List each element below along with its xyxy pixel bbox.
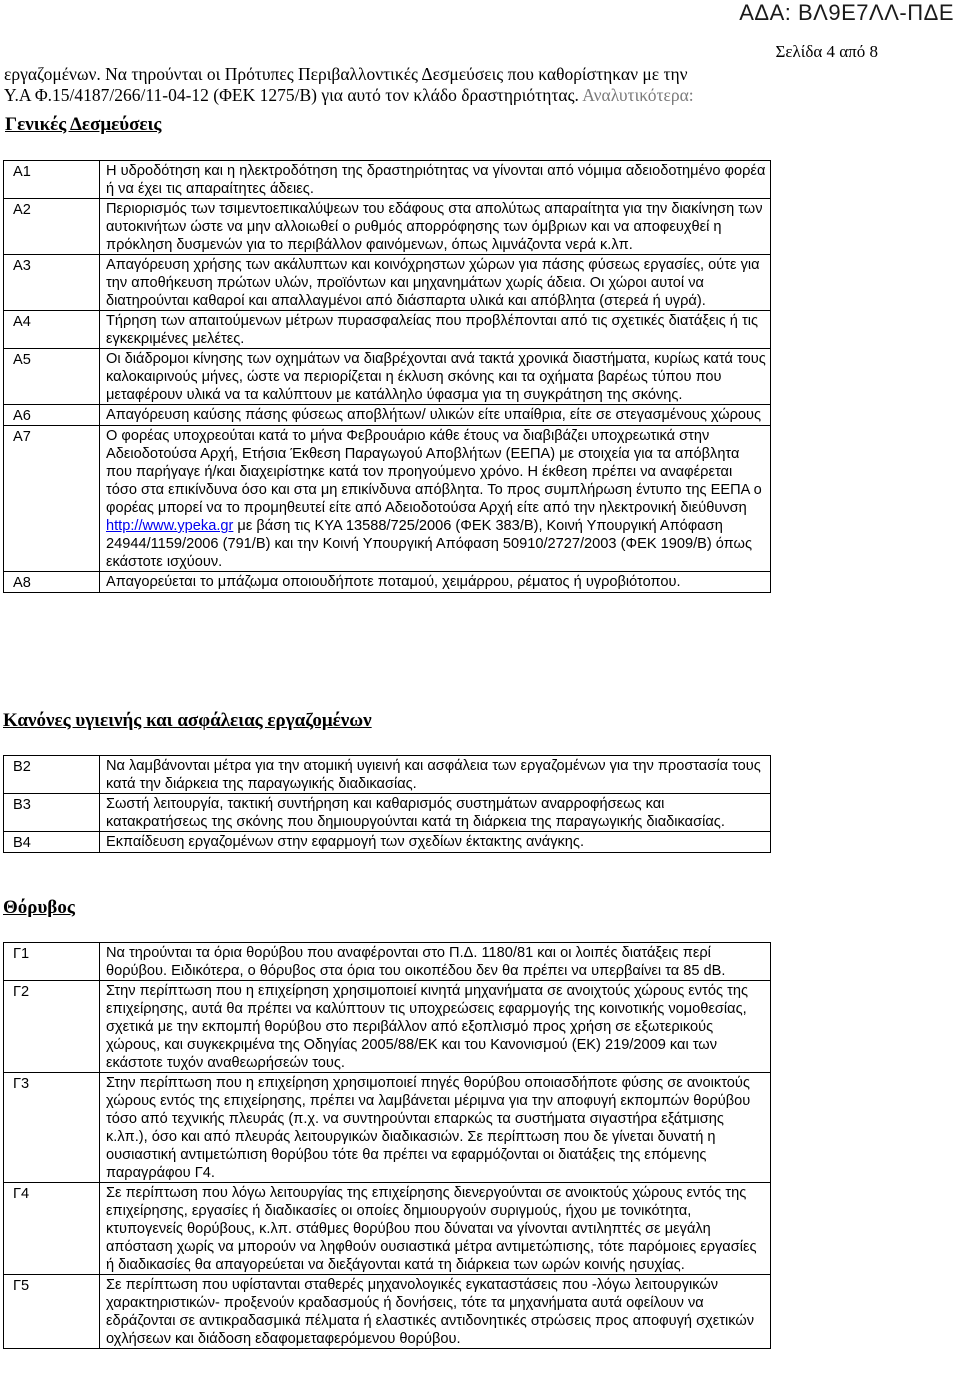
row-text: Οι διάδρομοι κίνησης των οχημάτων να διαβρέχονται ανά τακτά χρονικά διαστήματα, κυρίως κατά τους καλοκαιρινούς μήνες, ώστε να περιορίζεται η έκλυση σκόνης και τα οχήματα βαρέως τύπου που μεταφέρουν υλικά να τα καλύπτουν με κατάλληλο ύφασμα για τη συγκράτηση της σκόνης. bbox=[100, 349, 771, 405]
row-code: Γ1 bbox=[4, 943, 100, 981]
row-text: Περιορισμός των τσιμεντοεπικαλύψεων του εδάφους στα απολύτως απαραίτητα για την διακίνηση των αυτοκινήτων ώστε να μην αλλοιωθεί ο ρυθμός απορρόφησης των όμβριων και να αποφευχθεί η πρόκληση δυσμενών για το περιβάλλον φαινόμενων, όπως λιμνάζοντα νερά κ.λπ. bbox=[100, 199, 771, 255]
row-text: Τήρηση των απαιτούμενων μέτρων πυρασφαλείας που προβλέπονται από τις σχετικές διατάξεις ή τις εγκεκριμένες μελέτες. bbox=[100, 311, 771, 349]
row-code: Α1 bbox=[4, 161, 100, 199]
row-text: Να λαμβάνονται μέτρα για την ατομική υγιεινή και ασφάλεια των εργαζομένων για την προστασία τους κατά την διάρκεια της παραγωγικής διαδικασίας. bbox=[100, 756, 771, 794]
row-code: Β4 bbox=[4, 832, 100, 853]
row-text: Σωστή λειτουργία, τακτική συντήρηση και καθαρισμός συστημάτων αναρροφήσεως και κατακρατήσεως της σκόνης που δημιουργούνται κατά τη διάρκεια της παραγωγικής διαδικασίας. bbox=[100, 794, 771, 832]
section-heading-noise: Θόρυβος bbox=[3, 897, 75, 918]
row-code: Α4 bbox=[4, 311, 100, 349]
table-row bbox=[4, 255, 771, 311]
table-row bbox=[4, 426, 771, 572]
row-code: Α5 bbox=[4, 349, 100, 405]
table-row bbox=[4, 943, 771, 981]
table-row bbox=[4, 832, 771, 853]
row-code: Β2 bbox=[4, 756, 100, 794]
row-text: Απαγόρευση χρήσης των ακάλυπτων και κοινόχρηστων χώρων για πάσης φύσεως εργασίες, ούτε για την αποθήκευση πρώτων υλών, προϊόντων και μηχανημάτων χωρίς άδεια. Οι χώροι αυτοί να διατηρούνται καθαροί και απαλλαγμένοι από διάσπαρτα υλικά και απόβλητα (στερεά ή υγρά). bbox=[100, 255, 771, 311]
row-code: Α8 bbox=[4, 572, 100, 593]
row-code: Γ2 bbox=[4, 981, 100, 1073]
intro-line-2-gray: Αναλυτικότερα: bbox=[578, 85, 694, 105]
row-text-part: με βάση τις ΚΥΑ 13588/725/2006 (ΦΕΚ 383/Β), Κοινή Υπουργική Απόφαση 24944/1159/2006 (791/Β) και την Κοινή Υπουργική Απόφαση 50910/2727/2003 (ΦΕΚ 1909/Β) όπως εκάστοτε ισχύουν. bbox=[106, 518, 752, 570]
row-text bbox=[100, 426, 771, 572]
row-text: Απαγόρευση καύσης πάσης φύσεως αποβλήτων/ υλικών είτε υπαίθρια, είτε σε στεγασμένους χώρους bbox=[100, 405, 771, 426]
table-row bbox=[4, 756, 771, 794]
row-text: Να τηρούνται τα όρια θορύβου που αναφέρονται στο Π.Δ. 1180/81 και οι λοιπές διατάξεις περί θορύβου. Ειδικότερα, ο θόρυβος στα όρια του οικοπέδου δεν θα πρέπει να υπερβαίνει τα 85 dB. bbox=[100, 943, 771, 981]
row-code: Γ5 bbox=[4, 1275, 100, 1349]
table-row bbox=[4, 311, 771, 349]
general-commitments-table bbox=[3, 160, 771, 593]
row-text: Απαγορεύεται το μπάζωμα οποιουδήποτε ποταμού, χειμάρρου, ρέματος ή υγροβιότοπου. bbox=[100, 572, 771, 593]
row-code: Α7 bbox=[4, 426, 100, 572]
row-code: Α6 bbox=[4, 405, 100, 426]
section-heading-general: Γενικές Δεσμεύσεις bbox=[5, 114, 162, 135]
table-row bbox=[4, 199, 771, 255]
row-code: Γ3 bbox=[4, 1073, 100, 1183]
row-code: Β3 bbox=[4, 794, 100, 832]
table-row bbox=[4, 349, 771, 405]
row-code: Α2 bbox=[4, 199, 100, 255]
table-row bbox=[4, 1275, 771, 1349]
table-row bbox=[4, 572, 771, 593]
row-text: Εκπαίδευση εργαζομένων στην εφαρμογή των σχεδίων έκτακτης ανάγκης. bbox=[100, 832, 771, 853]
noise-table bbox=[3, 942, 771, 1349]
row-text: Στην περίπτωση που η επιχείρηση χρησιμοποιεί πηγές θορύβου οποιασδήποτε φύσης σε ανοικτούς χώρους εντός της επιχείρησης, πρέπει να λαμβάνεται μέριμνα για την αποφυγή εκπομπών θορύβου τόσο από τεχνικής πλευράς (π.χ. να συντηρούνται επαρκώς τα συστήματα σιγαστήρα εξάτμισης κ.λπ.), όσο και από πλευράς λειτουργικών διαδικασιών. Σε περίπτωση που δε γίνεται δυνατή η ουσιαστική αντιμετώπιση θορύβου τότε θα πρέπει να εφαρμόζονται οι διατάξεις της επόμενης παραγράφου Γ4. bbox=[100, 1073, 771, 1183]
row-code: Γ4 bbox=[4, 1183, 100, 1275]
table-row bbox=[4, 794, 771, 832]
row-text: Σε περίπτωση που υφίστανται σταθερές μηχανολογικές εγκαταστάσεις που -λόγω λειτουργικών χαρακτηριστικών- προξενούν κραδασμούς ή δονήσεις, τότε τα μηχανήματα αυτά οφείλουν να εδράζονται σε αντικραδασμικά πέλματα ή ελαστικές αντιδονητικές στρώσεις προς αποφυγή σχετικών οχλήσεων και διάδοση εδαφομεταφερόμενου θορύβου. bbox=[100, 1275, 771, 1349]
table-row bbox=[4, 405, 771, 426]
intro-paragraph bbox=[4, 64, 944, 106]
row-text: Σε περίπτωση που λόγω λειτουργίας της επιχείρησης διενεργούνται σε ανοικτούς χώρους εντός της επιχείρησης, εργασίες ή διαδικασίες οι οποίες δημιουργούν συριγμούς, ήχου με τονικότητα, κτυπογενείς θορύβους, κ.λπ. στάθμες θορύβου που δύναται να γίνονται αντιληπτές σε μεγάλη απόσταση χωρίς να μπορούν να ληφθούν ουσιαστικά μέτρα αντιμετώπισης, τότε παρόμοιες εργασίες ή διαδικασίες θα απαγορεύεται να διεξάγονται κατά τη διάρκεια των ωρών κοινής ησυχίας. bbox=[100, 1183, 771, 1275]
table-row bbox=[4, 161, 771, 199]
table-row bbox=[4, 981, 771, 1073]
intro-line-1: εργαζομένων. Να τηρούνται οι Πρότυπες Περιβαλλοντικές Δεσμεύσεις που καθορίστηκαν με την bbox=[4, 64, 688, 84]
row-text-part: Ο φορέας υποχρεούται κατά το μήνα Φεβρουάριο κάθε έτους να διαβιβάζει υποχρεωτικά στην Αδειοδοτούσα Αρχή, Ετήσια Έκθεση Παραγωγού Αποβλήτων (ΕΕΠΑ) με στοιχεία για τα απόβλητα που παρήγαγε ή/και διαχειρίστηκε κατά τον προηγούμενο χρόνο. Η έκθεση πρέπει να αναφέρεται τόσο στα επικίνδυνα όσο και στα μη επικίνδυνα απόβλητα. Το προς συμπλήρωση έντυπο της ΕΕΠΑ ο φορέας μπορεί να το προμηθευτεί είτε από Αδειοδοτούσα Αρχή είτε από την ηλεκτρονική διεύθυνση bbox=[106, 428, 762, 516]
section-heading-health: Κανόνες υγιεινής και ασφάλειας εργαζομένων bbox=[3, 710, 372, 731]
health-safety-table bbox=[3, 755, 771, 853]
row-code: Α3 bbox=[4, 255, 100, 311]
table-row bbox=[4, 1183, 771, 1275]
row-text: Στην περίπτωση που η επιχείρηση χρησιμοποιεί κινητά μηχανήματα σε ανοιχτούς χώρους εντός της επιχείρησης, αυτά θα πρέπει να καλύπτουν τις υποχρεώσεις εφαρμογής της κοινοτικής νομοθεσίας, σχετικά με την εκπομπή θορύβου στο περιβάλλον από εξοπλισμό προς χρήση σε εξωτερικούς χώρους, και συγκεκριμένα της Οδηγίας 2005/88/ΕΚ και του Κανονισμού (ΕΚ) 219/2009 και των εκάστοτε τυχόν αναθεωρήσεών τους. bbox=[100, 981, 771, 1073]
ada-code: ΑΔΑ: ΒΛ9Ε7ΛΛ-ΠΔΕ bbox=[739, 0, 954, 25]
row-text: Η υδροδότηση και η ηλεκτροδότηση της δραστηριότητας να γίνονται από νόμιμα αδειοδοτημένο φορέα ή να έχει τις απαραίτητες άδειες. bbox=[100, 161, 771, 199]
intro-line-2: Υ.Α Φ.15/4187/266/11-04-12 (ΦΕΚ 1275/Β) για αυτό τον κλάδο δραστηριότητας. bbox=[4, 85, 579, 105]
table-row bbox=[4, 1073, 771, 1183]
page-number: Σελίδα 4 από 8 bbox=[775, 42, 878, 61]
ypeka-link[interactable]: http://www.ypeka.gr bbox=[106, 518, 234, 534]
